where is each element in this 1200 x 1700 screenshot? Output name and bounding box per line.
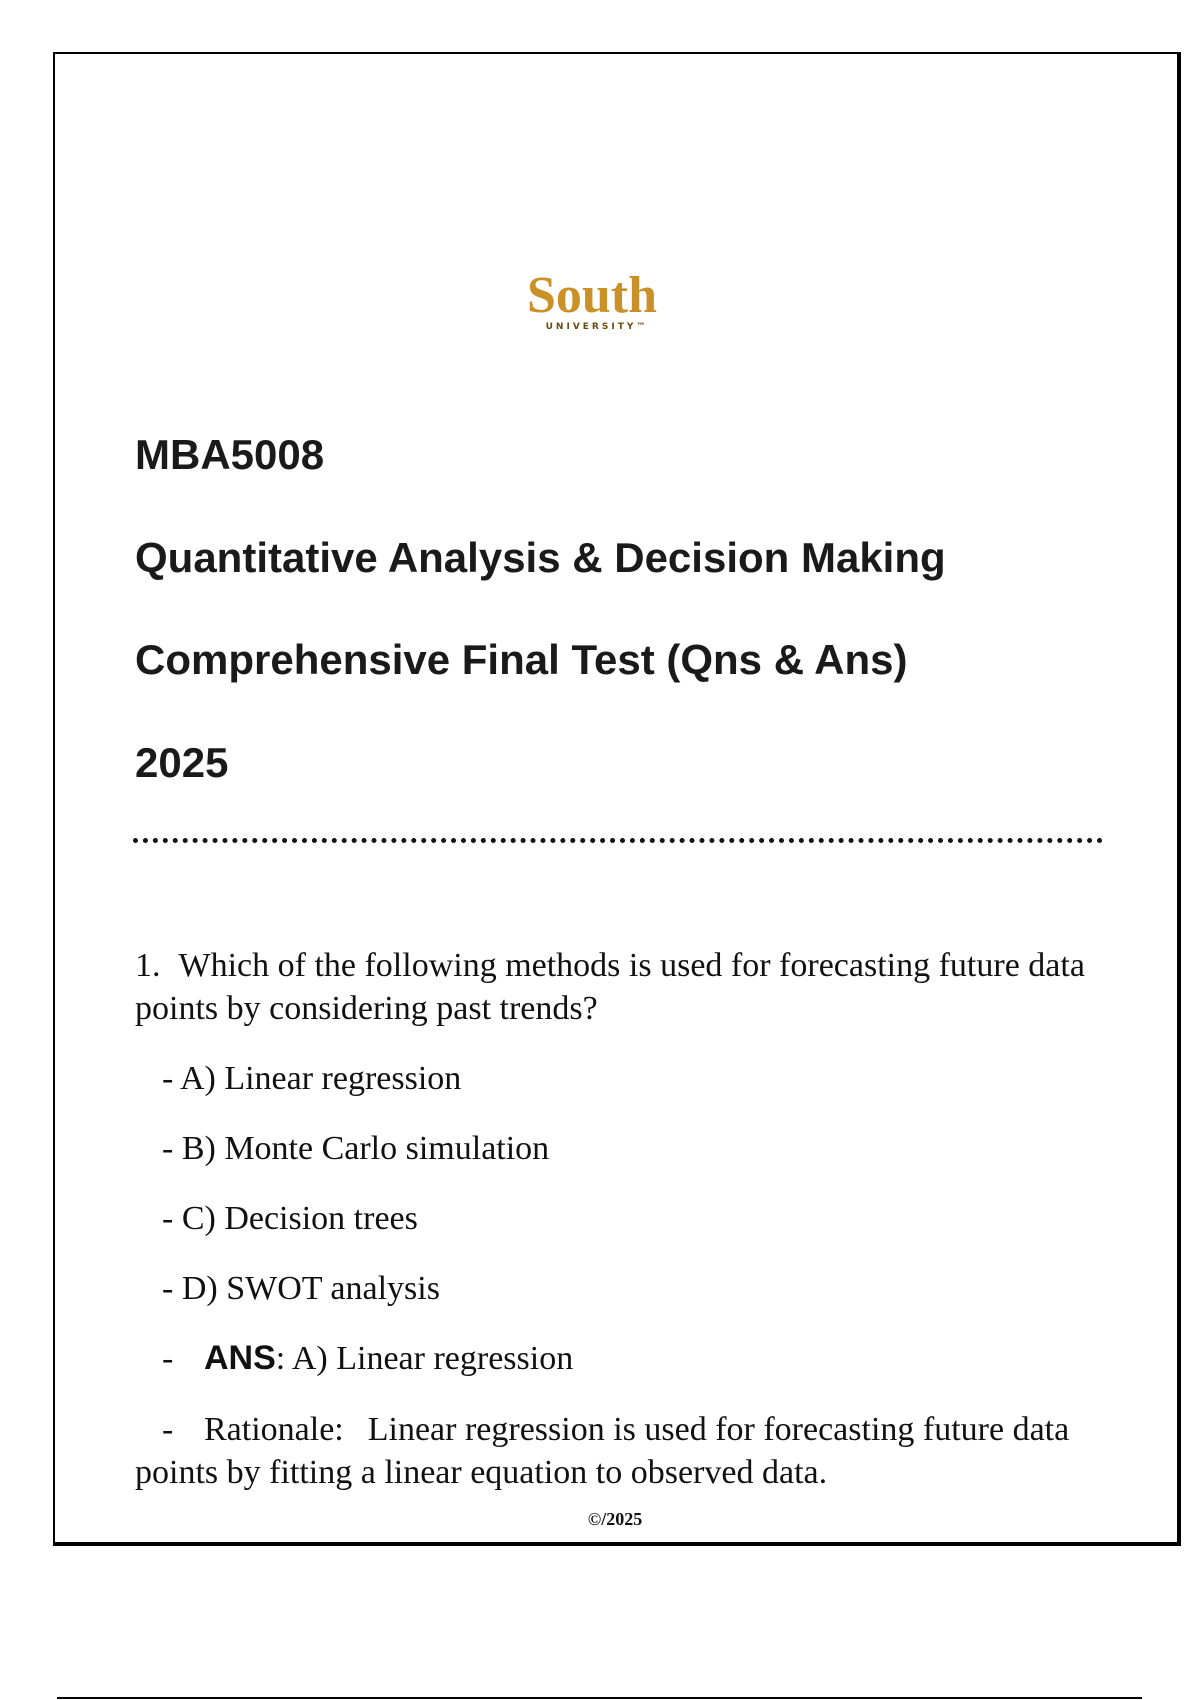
question-1 — [135, 944, 1095, 1030]
rationale-text: Linear regression is used for forecasting future data points by fitting a linear equation to observed data. — [135, 1411, 1070, 1491]
option-c: - C) Decision trees — [162, 1200, 418, 1237]
course-code: MBA5008 — [135, 431, 325, 478]
answer-line — [162, 1338, 573, 1379]
logo-wordmark: South — [526, 267, 658, 324]
option-d: - D) SWOT analysis — [162, 1270, 440, 1307]
rationale-dash: - — [162, 1411, 174, 1448]
question-text: Which of the following methods is used for forecasting future data points by considering past trends? — [135, 947, 1085, 1027]
test-title: Comprehensive Final Test (Qns & Ans) — [135, 636, 908, 683]
bottom-divider — [57, 1697, 1142, 1699]
option-a: - A) Linear regression — [162, 1060, 462, 1097]
answer-text: : A) Linear regression — [275, 1340, 574, 1377]
rationale-label: Rationale: — [204, 1411, 344, 1448]
dotted-divider — [133, 838, 1103, 843]
course-title: Quantitative Analysis & Decision Making — [135, 534, 946, 581]
rationale — [135, 1408, 1095, 1494]
year: 2025 — [135, 739, 229, 786]
copyright-notice: ©/2025 — [587, 1509, 643, 1529]
answer-label: ANS — [204, 1339, 276, 1377]
question-number: 1. — [135, 947, 161, 984]
university-logo — [0, 268, 1200, 332]
logo-subtitle: UNIVERSITY™ — [545, 322, 649, 332]
answer-dash: - — [162, 1340, 174, 1377]
option-b: - B) Monte Carlo simulation — [162, 1130, 550, 1167]
